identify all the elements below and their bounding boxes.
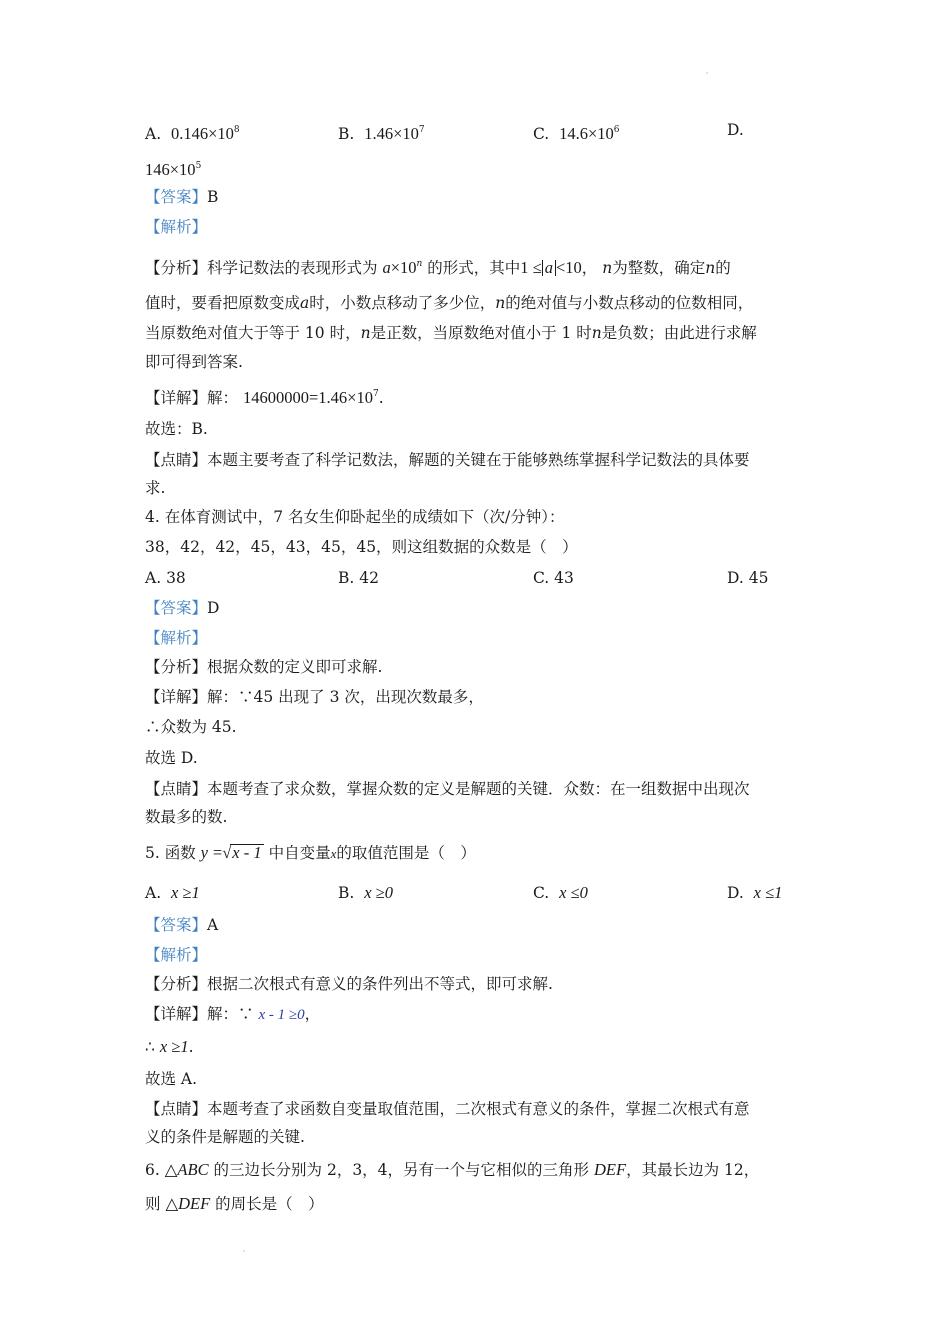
q4-option-b: B. 42 (338, 569, 379, 587)
q4-choose: 故选 D. (145, 749, 198, 767)
q6-stem-line-2: 则 △DEF 的周长是（ ） (145, 1194, 324, 1213)
q4-analysis: 【分析】根据众数的定义即可求解. (145, 658, 383, 676)
q5-choose: 故选 A. (145, 1070, 198, 1088)
q5-option-d: D. x ≤1 (727, 883, 783, 902)
q5-comment-line-1: 【点睛】本题考查了求函数自变量取值范围，二次根式有意义的条件，掌握二次根式有意 (145, 1100, 750, 1118)
q5-option-c: C. x ≤0 (533, 883, 588, 902)
q3-jiexi: 【解析】 (145, 218, 208, 236)
q4-answer: 【答案】D (145, 599, 220, 617)
q5-therefore: ∴ x ≥1. (145, 1037, 194, 1056)
q5-option-b: B. x ≥0 (338, 883, 393, 902)
q3-comment-line-2: 求. (145, 479, 166, 497)
q3-comment-line-1: 【点睛】本题主要考查了科学记数法，解题的关键在于能够熟练掌握科学记数法的具体要 (145, 451, 750, 469)
q4-therefore: ∴众数为 45. (145, 718, 237, 736)
q4-comment-line-2: 数最多的数. (145, 808, 228, 826)
q5-comment-line-2: 义的条件是解题的关键. (145, 1128, 305, 1146)
q3-analysis-line-2: 值时，要看把原数变成a时，小数点移动了多少位，n的绝对值与小数点移动的位数相同， (145, 294, 754, 312)
q5-answer: 【答案】A (145, 916, 219, 934)
q3-choose: 故选：B. (145, 420, 208, 438)
q4-option-c: C. 43 (533, 569, 574, 587)
q3-option-d-value: $146\times 10^5$ (145, 160, 202, 179)
q4-comment-line-1: 【点睛】本题考查了求众数，掌握众数的定义是解题的关键．众数：在一组数据中出现次 (145, 780, 750, 798)
q3-option-b: B. $1.46\times 10^7$ (338, 124, 425, 143)
q4-stem-line-2: 38，42，42，45，43，45，45，则这组数据的众数是（ ） (145, 538, 578, 556)
q4-jiexi: 【解析】 (145, 629, 208, 647)
q3-answer: 【答案】B (145, 188, 219, 206)
q3-option-a: A. $0.146\times 10^8$ (145, 124, 240, 143)
q5-jiexi: 【解析】 (145, 946, 208, 964)
q6-stem-line-1: 6. △ABC 的三边长分别为 2，3，4，另有一个与它相似的三角形 DEF，其最长边为 12， (145, 1160, 760, 1179)
q5-option-a: A. x ≥1 (145, 883, 200, 902)
q4-stem-line-1: 4. 在体育测试中，7 名女生仰卧起坐的成绩如下（次/分钟）： (145, 508, 565, 526)
q3-detail: 【详解】解： $14600000=1.46\times 10^7$. (145, 388, 384, 407)
q5-stem: 5. 函数 y =√x - 1 中自变量x的取值范围是（ ） (145, 843, 476, 862)
q3-analysis-line-3: 当原数绝对值大于等于 10 时，n是正数，当原数绝对值小于 1 时n是负数；由此进行求解 (145, 324, 757, 342)
q3-analysis-line-1: 【分析】科学记数法的表现形式为 $a\times 10^n$ 的形式，其中1 ≤ a <10， n为整数，确定n的 (145, 258, 731, 277)
q3-analysis-line-4: 即可得到答案. (145, 353, 243, 371)
q4-detail: 【详解】解：∵45 出现了 3 次，出现次数最多， (145, 688, 484, 706)
q4-option-d: D. 45 (727, 569, 769, 587)
q3-option-c: C. $14.6\times 10^6$ (533, 124, 620, 143)
q3-option-d-label: D. (727, 121, 744, 139)
scan-speck (243, 1250, 245, 1252)
q5-detail: 【详解】解：∵ x - 1 ≥0， (145, 1005, 321, 1023)
q4-option-a: A. 38 (145, 569, 186, 587)
scan-speck (706, 72, 708, 74)
q5-analysis: 【分析】根据二次根式有意义的条件列出不等式，即可求解. (145, 975, 553, 993)
